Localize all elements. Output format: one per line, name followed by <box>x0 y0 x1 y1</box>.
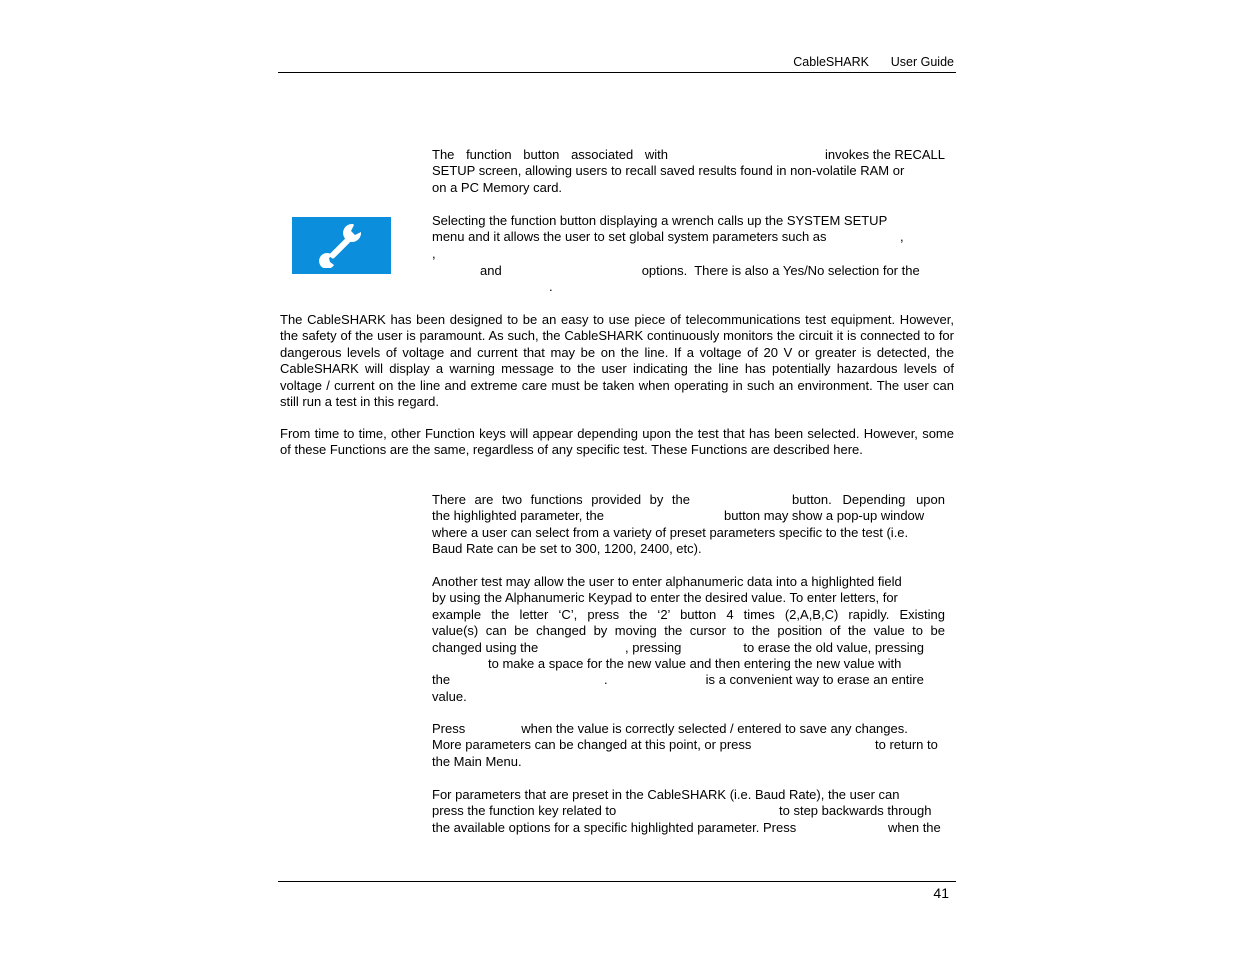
header-title: CableSHARK <box>793 55 869 69</box>
safety-paragraph: The CableSHARK has been designed to be an easy to use piece of telecommunications test equipment. However, the safety of the user is paramount. As such, the CableSHARK continuously monitors the circuit it is connected to for dangerous levels of voltage and current that may be on the line. If a voltage of 20 V or greater is detected, the CableSHARK will display a warning message to the user indicating the line has potentially hazardous levels of voltage / current on the line and extreme care must be taken when operating in such an environment. The user can still run a test in this regard. <box>280 312 954 410</box>
system-setup-paragraph: Selecting the function button displaying a wrench calls up the SYSTEM SETUP menu and it allows the user to set global system parameters such as ,, <box>432 213 904 261</box>
page-header <box>278 54 956 73</box>
function-keys-paragraph: From time to time, other Function keys will appear depending upon the test that has been selected. However, some of these Functions are the same, regardless of any specific test. These Functions are described here. <box>280 426 954 458</box>
preset-paragraph: For parameters that are preset in the CableSHARK (i.e. Baud Rate), the user can press the function key related to to step backwards through the available options for a specific highlighted parameter. Press when the <box>432 787 941 835</box>
header-guide: User Guide <box>890 55 954 69</box>
press-paragraph: Press when the value is correctly selected / entered to save any changes. More parameters can be changed at this point, or press to return to the Main Menu. <box>432 721 938 769</box>
recall-paragraph: The function button associated with invokes the RECALL SETUP screen, allowing users to recall saved results found in non-volatile RAM or on a PC Memory card. <box>432 147 945 195</box>
two-functions-paragraph: There are two functions provided by the button. Depending upon the highlighted parameter, the button may show a pop-up window where a user can select from a variety of preset parameters specific to the test (i.e. Baud Rate can be set to 300, 1200, 2400, etc). <box>432 492 945 557</box>
page-number: 41 <box>933 885 949 901</box>
wrench-icon <box>317 218 367 273</box>
footer-divider <box>278 881 956 882</box>
wrench-function-button[interactable] <box>292 217 391 274</box>
alphanumeric-paragraph: Another test may allow the user to enter alphanumeric data into a highlighted field by using the Alphanumeric Keypad to enter the desired value. To enter letters, for example the letter ‘C’, press the ‘2’ button 4 times (2,A,B,C) rapidly. Existing value(s) can be changed by moving the cursor to the position of the value to be changed using the , pressing to erase the old value, pressing to make a space for the new value and then entering the new value with the . is a convenient way to erase an entire value. <box>432 574 945 704</box>
system-setup-paragraph-cont: and options. There is also a Yes/No selection for the . <box>480 263 920 295</box>
